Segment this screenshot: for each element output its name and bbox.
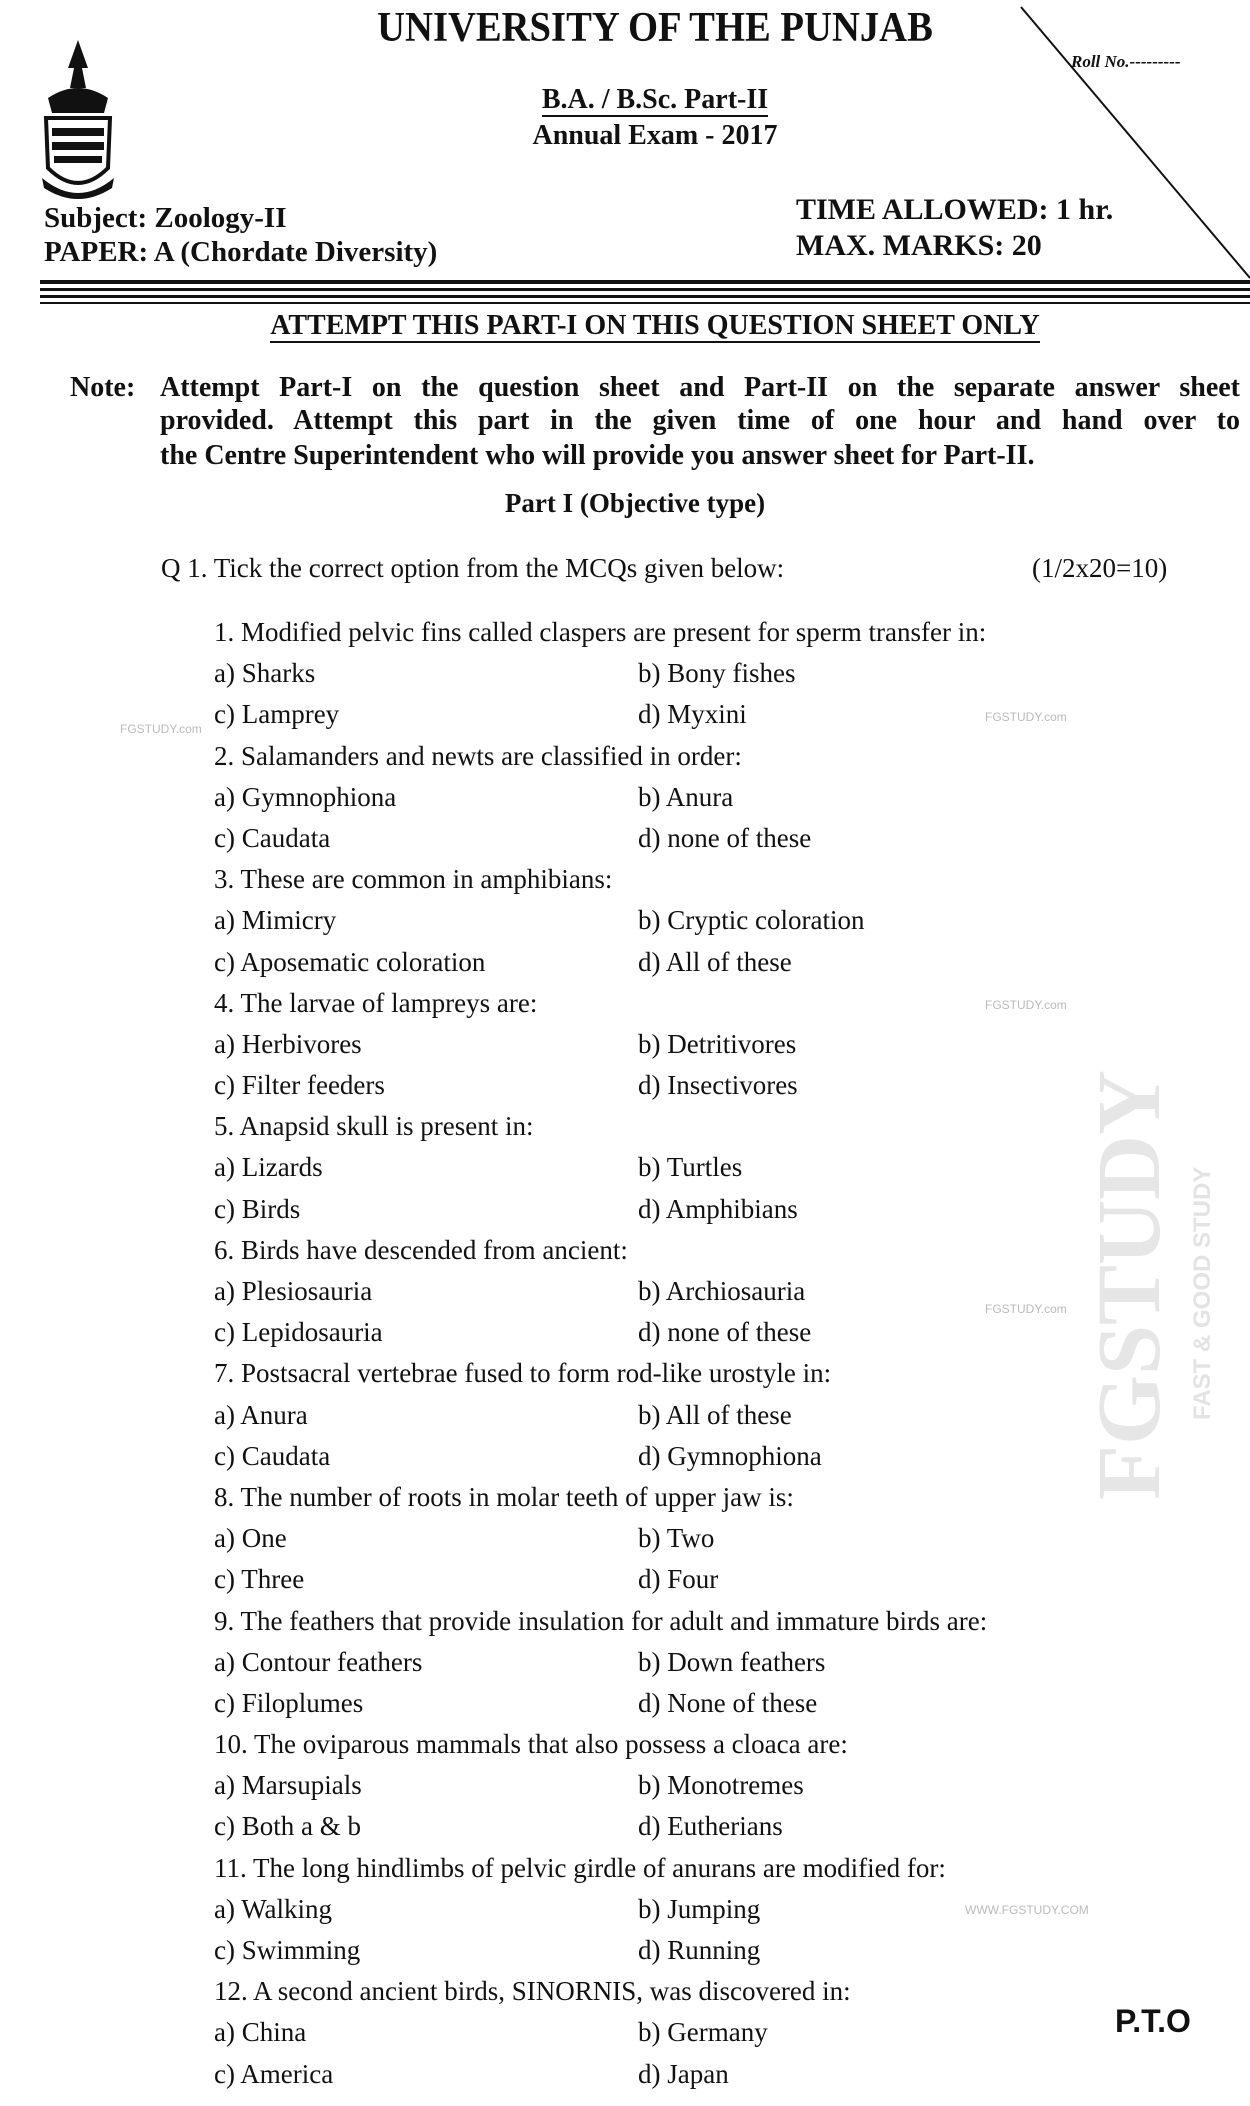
option-row	[214, 1683, 1214, 1724]
mcq-list	[214, 612, 1214, 2095]
option-b[interactable]: b) Down feathers	[638, 1646, 826, 1677]
option-b[interactable]: b) All of these	[638, 1399, 792, 1430]
watermark-site: FGSTUDY.com	[985, 1302, 1067, 1316]
option-d[interactable]: d) Insectivores	[638, 1070, 798, 1101]
option-row	[214, 1930, 1214, 1971]
watermark-site: WWW.FGSTUDY.COM	[965, 1903, 1089, 1917]
option-row	[214, 2054, 1214, 2095]
option-a[interactable]: a) Lizards	[214, 1152, 323, 1183]
option-a[interactable]: a) One	[214, 1523, 287, 1554]
watermark-site: FGSTUDY.com	[985, 998, 1067, 1012]
option-row	[214, 653, 1214, 694]
option-row	[214, 1147, 1214, 1188]
watermark-tagline: FAST & GOOD STUDY	[1189, 1166, 1216, 1420]
option-row	[214, 1765, 1214, 1806]
option-a[interactable]: a) Anura	[214, 1399, 308, 1430]
option-row	[214, 1395, 1214, 1436]
option-row	[214, 1806, 1214, 1847]
option-a[interactable]: a) Contour feathers	[214, 1646, 423, 1677]
option-c[interactable]: c) Caudata	[214, 1440, 331, 1471]
option-b[interactable]: b) Bony fishes	[638, 658, 796, 689]
option-b[interactable]: b) Two	[638, 1523, 715, 1554]
option-c[interactable]: c) Filoplumes	[214, 1687, 364, 1718]
option-a[interactable]: a) Walking	[214, 1893, 333, 1924]
note-line: Attempt Part-I on the question sheet and Part-II on the separate answer sheet	[160, 372, 1240, 403]
option-a[interactable]: a) Herbivores	[214, 1028, 362, 1059]
option-a[interactable]: a) Plesiosauria	[214, 1276, 373, 1306]
option-c[interactable]: c) Both a & b	[214, 1811, 361, 1842]
option-row	[214, 1436, 1214, 1477]
option-c[interactable]: c) Lepidosauria	[214, 1317, 383, 1348]
q1-prompt: Q 1. Tick the correct option from the MCQs given below:	[161, 553, 785, 583]
divider-rule	[40, 288, 1250, 291]
question-text: 5. Anapsid skull is present in:	[214, 1111, 534, 1142]
option-a[interactable]: a) Mimicry	[214, 905, 337, 936]
option-c[interactable]: c) Caudata	[214, 822, 331, 853]
option-a[interactable]: a) Marsupials	[214, 1770, 362, 1801]
option-row	[214, 818, 1214, 859]
option-d[interactable]: d) Myxini	[638, 699, 747, 730]
option-b[interactable]: b) Monotremes	[638, 1770, 804, 1801]
section-heading-text: ATTEMPT THIS PART-I ON THIS QUESTION SHEET ONLY	[270, 310, 1040, 341]
option-row	[214, 1518, 1214, 1559]
note-line: the Centre Superintendent who will provide you answer sheet for Part-II.	[160, 440, 1035, 471]
option-c[interactable]: c) America	[214, 2058, 334, 2089]
option-row	[214, 1642, 1214, 1683]
option-b[interactable]: b) Anura	[638, 781, 734, 812]
question-text: 12. A second ancient birds, SINORNIS, was discovered in:	[214, 1976, 851, 2007]
option-b[interactable]: b) Jumping	[638, 1893, 761, 1924]
option-a[interactable]: a) Sharks	[214, 658, 316, 689]
question-text: 4. The larvae of lampreys are:	[214, 987, 538, 1018]
option-row	[214, 1189, 1214, 1230]
option-d[interactable]: d) Japan	[638, 2058, 729, 2089]
option-c[interactable]: c) Aposematic coloration	[214, 946, 486, 977]
option-c[interactable]: c) Lamprey	[214, 699, 340, 730]
option-b[interactable]: b) Cryptic coloration	[638, 905, 865, 936]
option-d[interactable]: d) All of these	[638, 946, 792, 977]
option-row	[214, 694, 1214, 735]
option-b[interactable]: b) Archiosauria	[638, 1276, 806, 1306]
option-a[interactable]: a) China	[214, 2017, 307, 2048]
divider-rule	[40, 280, 1250, 284]
question-text: 8. The number of roots in molar teeth of upper jaw is:	[214, 1481, 794, 1512]
divider-rule	[40, 295, 1250, 298]
question-text: 11. The long hindlimbs of pelvic girdle of anurans are modified for:	[214, 1852, 946, 1883]
option-row	[214, 777, 1214, 818]
option-c[interactable]: c) Filter feeders	[214, 1070, 385, 1101]
max-marks: MAX. MARKS: 20	[796, 229, 1042, 262]
option-b[interactable]: b) Turtles	[638, 1152, 743, 1183]
option-row	[214, 1024, 1214, 1065]
paper-label: PAPER: A (Chordate Diversity)	[44, 236, 438, 268]
option-c[interactable]: c) Three	[214, 1564, 305, 1595]
watermark-logo: FGSTUDY	[1080, 1069, 1179, 1500]
option-d[interactable]: d) Amphibians	[638, 1193, 798, 1224]
option-d[interactable]: d) Eutherians	[638, 1811, 783, 1842]
option-row	[214, 1559, 1214, 1600]
question-text: 2. Salamanders and newts are classified in order:	[214, 740, 742, 771]
exam-label: Annual Exam - 2017	[532, 120, 778, 151]
question-text: 1. Modified pelvic fins called claspers are present for sperm transfer in:	[214, 617, 987, 647]
option-row	[214, 900, 1214, 941]
q1-marks: (1/2x20=10)	[1032, 553, 1168, 583]
option-row	[214, 942, 1214, 983]
degree-text: B.A. / B.Sc. Part-II	[541, 84, 769, 115]
question-text: 9. The feathers that provide insulation for adult and immature birds are:	[214, 1605, 988, 1636]
time-allowed: TIME ALLOWED: 1 hr.	[796, 193, 1114, 226]
option-d[interactable]: d) Running	[638, 1935, 761, 1965]
option-b[interactable]: b) Detritivores	[638, 1028, 797, 1059]
watermark-site: FGSTUDY.com	[985, 710, 1067, 724]
watermark-site: FGSTUDY.com	[120, 722, 202, 736]
note-line: provided. Attempt this part in the given time of one hour and hand over to	[160, 405, 1240, 436]
option-row	[214, 2012, 1214, 2053]
part-title: Part I (Objective type)	[504, 488, 766, 518]
option-a[interactable]: a) Gymnophiona	[214, 781, 397, 812]
option-d[interactable]: d) None of these	[638, 1687, 818, 1718]
question-text: 10. The oviparous mammals that also possess a cloaca are:	[214, 1729, 848, 1760]
option-c[interactable]: c) Birds	[214, 1193, 301, 1224]
divider-rule	[40, 302, 1250, 304]
option-row	[214, 1065, 1214, 1106]
degree-label	[0, 84, 1250, 116]
option-row	[214, 1271, 1214, 1312]
note-label: Note:	[70, 372, 136, 403]
university-title: UNIVERSITY OF THE PUNJAB	[377, 5, 933, 51]
option-d[interactable]: d) none of these	[638, 1317, 812, 1348]
option-row	[214, 1312, 1214, 1353]
question-text: 6. Birds have descended from ancient:	[214, 1234, 628, 1265]
option-b[interactable]: b) Germany	[638, 2017, 768, 2048]
roll-number-field: Roll No.---------	[1071, 52, 1181, 71]
option-c[interactable]: c) Swimming	[214, 1935, 361, 1965]
page-turn-note: P.T.O	[1115, 2003, 1191, 2039]
section-heading	[0, 310, 1250, 342]
question-text: 3. These are common in amphibians:	[214, 864, 613, 895]
subject-label: Subject: Zoology-II	[44, 202, 287, 234]
option-d[interactable]: d) Gymnophiona	[638, 1440, 822, 1471]
option-d[interactable]: d) none of these	[638, 822, 812, 853]
option-row	[214, 1889, 1214, 1930]
question-text: 7. Postsacral vertebrae fused to form rod-like urostyle in:	[214, 1358, 832, 1389]
option-d[interactable]: d) Four	[638, 1564, 719, 1595]
